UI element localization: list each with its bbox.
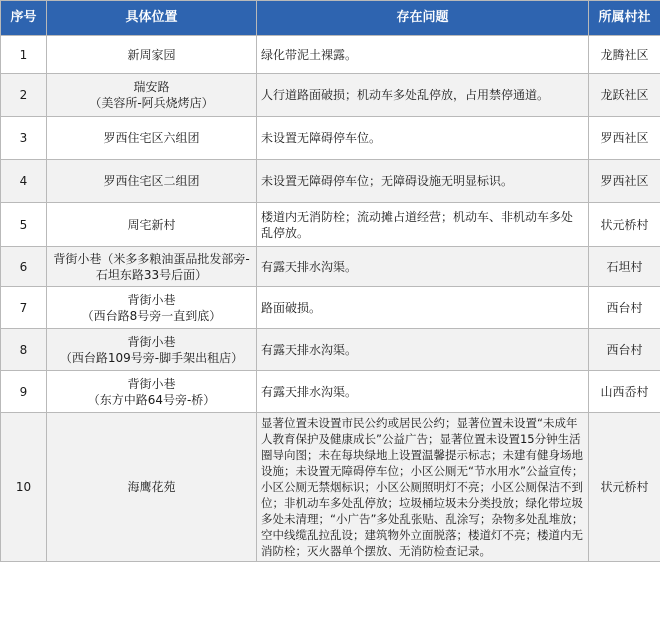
header-village: 所属村社	[589, 1, 660, 36]
row-issue: 有露天排水沟渠。	[257, 371, 589, 413]
row-location	[47, 413, 257, 562]
table-row	[1, 247, 660, 287]
row-issue: 有露天排水沟渠。	[257, 247, 589, 287]
row-village: 西台村	[589, 287, 660, 329]
row-no: 4	[1, 160, 47, 203]
table-row	[1, 36, 660, 74]
row-village: 罗西社区	[589, 160, 660, 203]
location-line: 背街小巷	[127, 292, 176, 307]
location-detail: （西台路8号旁一直到底）	[81, 308, 222, 323]
location-line: 罗西住宅区六组团	[103, 131, 200, 145]
row-issue: 未设置无障碍停车位；无障碍设施无明显标识。	[257, 160, 589, 203]
row-village: 山西岙村	[589, 371, 660, 413]
row-location	[47, 247, 257, 287]
row-issue: 人行道路面破损；机动车多处乱停放，占用禁停通道。	[257, 74, 589, 117]
location-line: 周宅新村	[127, 217, 176, 232]
location-line: 瑞安路	[133, 80, 170, 94]
row-location	[47, 160, 257, 203]
table-row	[1, 371, 660, 413]
table-row	[1, 160, 660, 203]
location-detail: （东方中路64号旁-桥）	[87, 392, 216, 407]
row-issue: 有露天排水沟渠。	[257, 329, 589, 371]
row-no: 7	[1, 287, 47, 329]
row-village: 状元桥村	[589, 203, 660, 247]
location-line: 背街小巷	[127, 376, 176, 391]
row-location	[47, 36, 257, 74]
row-issue: 路面破损。	[257, 287, 589, 329]
row-location	[47, 74, 257, 117]
row-no: 9	[1, 371, 47, 413]
row-location	[47, 287, 257, 329]
row-location	[47, 329, 257, 371]
table-row	[1, 117, 660, 160]
location-detail: （西台路109号旁-脚手架出租店）	[59, 350, 244, 365]
row-village: 龙腾社区	[589, 36, 660, 74]
row-no: 6	[1, 247, 47, 287]
header-no: 序号	[1, 1, 47, 36]
row-village: 石坦村	[589, 247, 660, 287]
location-line: 背街小巷	[127, 334, 176, 349]
row-issue: 显著位置未设置市民公约或居民公约；显著位置未设置“未成年人教育保护及健康成长”公益广告；显著位置未设置15分钟生活圈导向图；未在每块绿地上设置温馨提示标志；未建有健身场地设施；未设置无障碍停车位；小区公厕无“节水用水”公益宣传；小区公厕无禁烟标识；小区公厕照明灯不亮；小区公厕保洁不到位；非机动车多处乱停放；垃圾桶垃圾未分类投放；绿化带垃圾多处未清理；“小广告”多处乱张贴、乱涂写；杂物多处乱堆放；空中线缆乱拉乱设；建筑物外立面脱落；楼道灯不亮；楼道内无消防栓；灭火器单个摆放、无消防检查记录。	[257, 413, 589, 562]
row-village: 龙跃社区	[589, 74, 660, 117]
row-issue: 绿化带泥土裸露。	[257, 36, 589, 74]
header-location: 具体位置	[47, 1, 257, 36]
row-no: 8	[1, 329, 47, 371]
table-row	[1, 74, 660, 117]
row-village: 罗西社区	[589, 117, 660, 160]
row-no: 3	[1, 117, 47, 160]
location-line: 背街小巷（米多多粮油蛋品批发部旁-石坦东路33号后面）	[53, 251, 250, 282]
row-village: 状元桥村	[589, 413, 660, 562]
header-issue: 存在问题	[257, 1, 589, 36]
table-row	[1, 287, 660, 329]
row-no: 10	[1, 413, 47, 562]
row-location	[47, 203, 257, 247]
row-no: 1	[1, 36, 47, 74]
table-row	[1, 329, 660, 371]
table-row	[1, 203, 660, 247]
row-location	[47, 117, 257, 160]
row-issue: 未设置无障碍停车位。	[257, 117, 589, 160]
location-line: 新周家园	[127, 47, 176, 62]
row-village: 西台村	[589, 329, 660, 371]
location-detail: （美容所-阿兵烧烤店）	[89, 96, 214, 110]
table-row	[1, 413, 660, 562]
location-line: 海鹰花苑	[127, 480, 176, 494]
row-location	[47, 371, 257, 413]
location-line: 罗西住宅区二组团	[103, 174, 200, 188]
row-no: 5	[1, 203, 47, 247]
row-no: 2	[1, 74, 47, 117]
table-header-row	[1, 1, 660, 36]
row-issue: 楼道内无消防栓；流动摊占道经营；机动车、非机动车多处乱停放。	[257, 203, 589, 247]
